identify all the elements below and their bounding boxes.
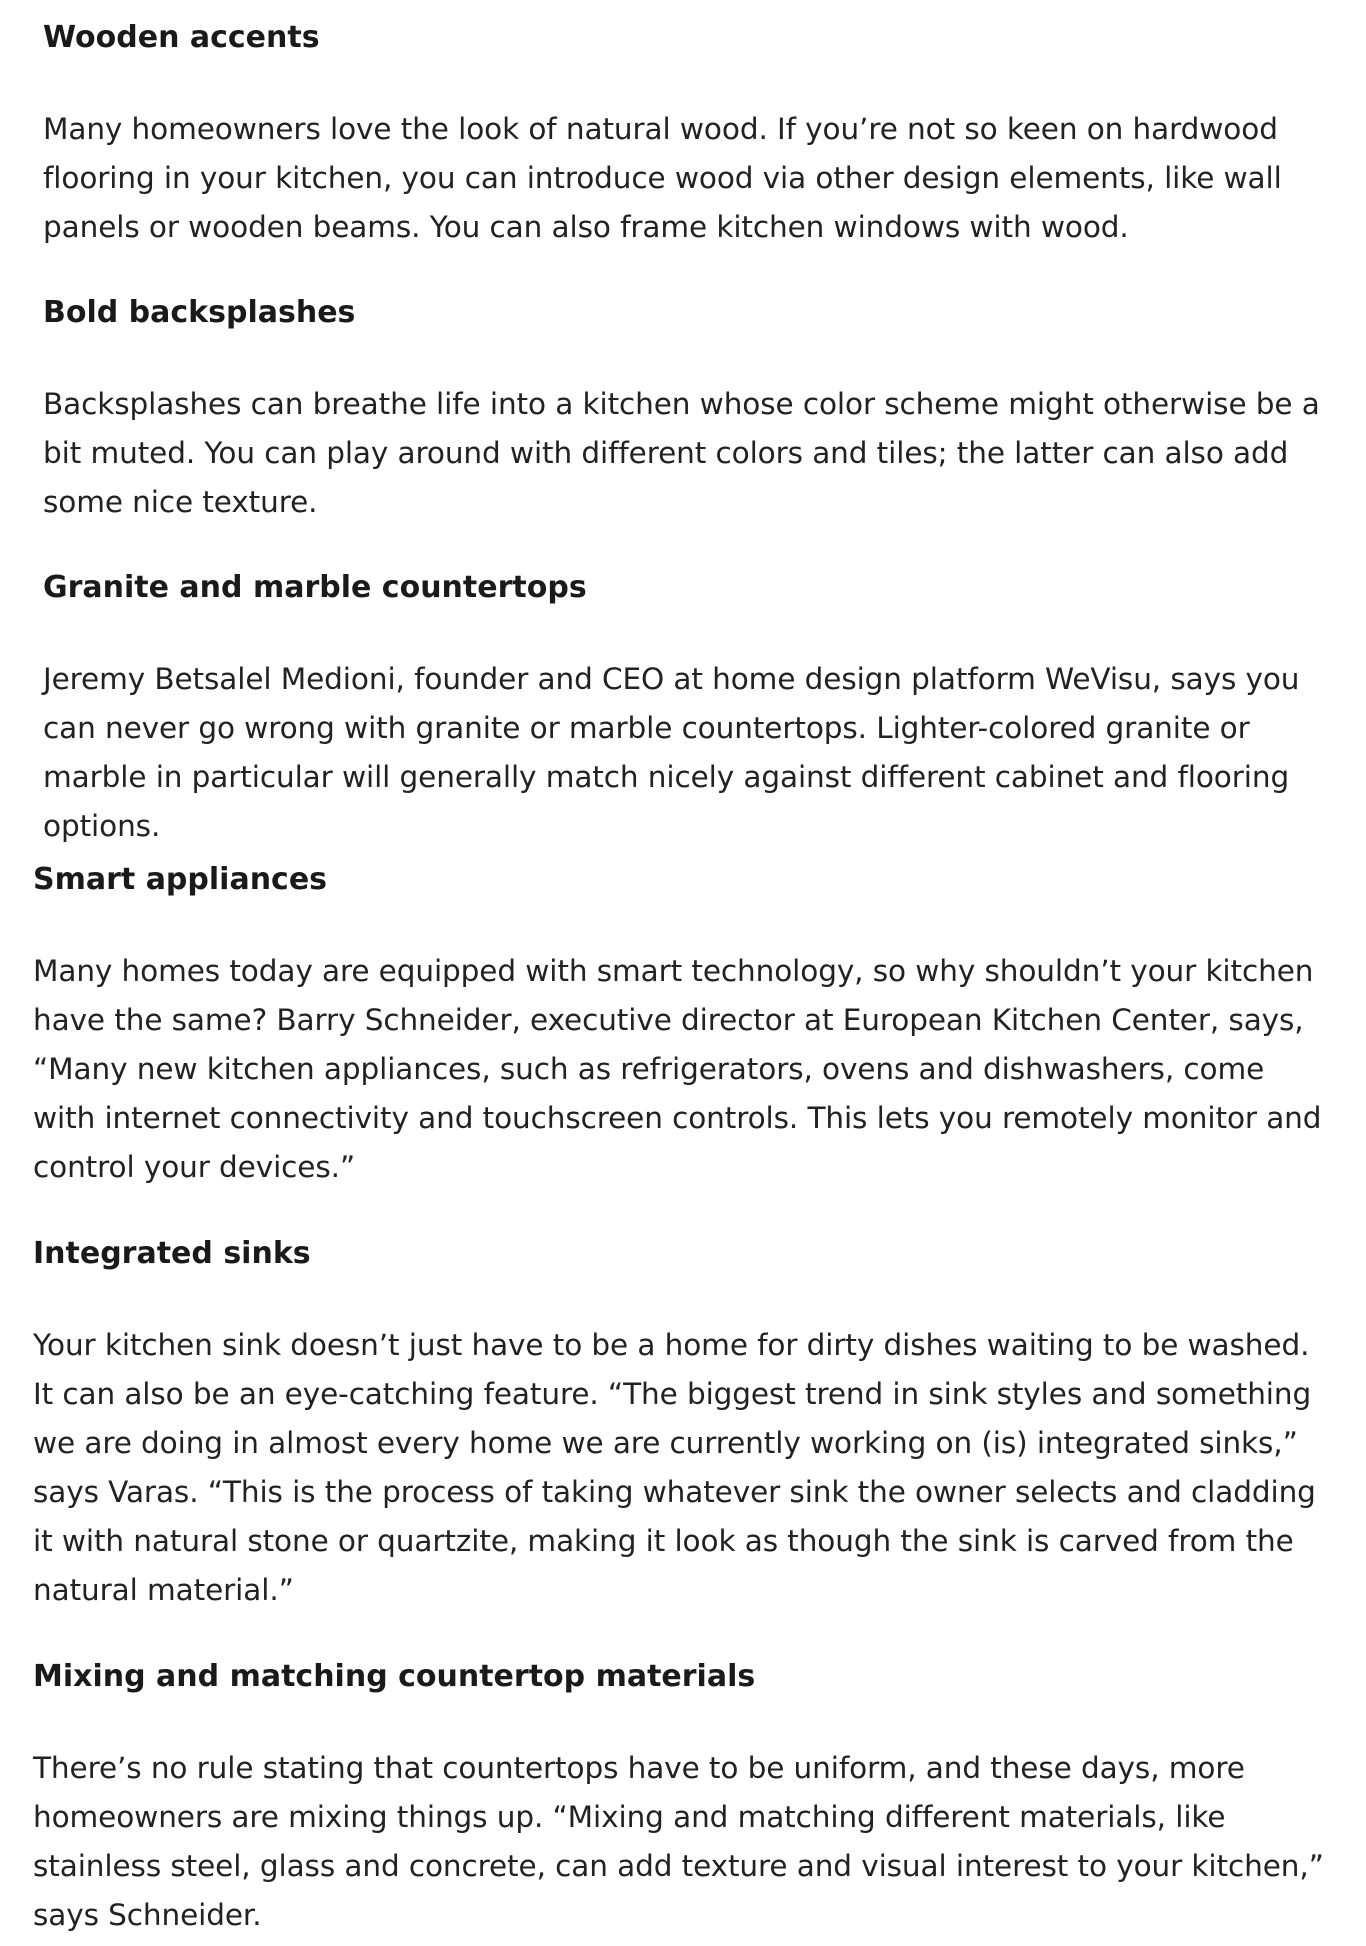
section-paragraph: Your kitchen sink doesn’t just have to be a home for dirty dishes waiting to be washed. It can also be an eye-catching feature. “The biggest trend in sink styles and something we are doing in almost every home we are currently working on (is) integrated sinks,” says Varas. “This is the process of taking whatever sink the owner selects and cladding it with natural stone or quartzite, making it look as though the sink is carved from the natural material.” bbox=[33, 1328, 1316, 1607]
section-heading: Granite and marble countertops bbox=[43, 570, 587, 605]
section-heading: Mixing and matching countertop materials bbox=[33, 1659, 756, 1694]
section-paragraph: Backsplashes can breathe life into a kitchen whose color scheme might otherwise be a bit muted. You can play around with different colors and tiles; the latter can also add some nice texture. bbox=[43, 387, 1320, 519]
section-heading: Wooden accents bbox=[43, 20, 320, 55]
section-granite-marble-countertops bbox=[43, 566, 1343, 851]
section-paragraph: Many homes today are equipped with smart technology, so why shouldn’t your kitchen have the same? Barry Schneider, executive director at European Kitchen Center, says, “Many new kitchen appliances, such as refrigerators, ovens and dishwashers, come with internet connectivity and touchscreen controls. This lets you remotely monitor and control your devices.” bbox=[33, 954, 1322, 1184]
section-bold-backsplashes bbox=[43, 291, 1343, 527]
section-paragraph: Jeremy Betsalel Medioni, founder and CEO at home design platform WeVisu, says you can never go wrong with granite or marble countertops. Lighter-colored granite or marble in particular will generally match nicely against different cabinet and flooring options. bbox=[43, 662, 1300, 843]
section-heading: Integrated sinks bbox=[33, 1236, 311, 1271]
section-paragraph: There’s no rule stating that countertops have to be uniform, and these days, more homeowners are mixing things up. “Mixing and matching different materials, like stainless steel, glass and concrete, can add texture and visual interest to your kitchen,” says Schneider. bbox=[33, 1751, 1324, 1932]
section-integrated-sinks bbox=[33, 1232, 1333, 1615]
section-wooden-accents bbox=[43, 16, 1343, 252]
section-mixing-countertop-materials bbox=[33, 1655, 1333, 1940]
section-heading: Bold backsplashes bbox=[43, 295, 356, 330]
section-smart-appliances bbox=[33, 858, 1333, 1192]
section-heading: Smart appliances bbox=[33, 862, 328, 897]
section-paragraph: Many homeowners love the look of natural wood. If you’re not so keen on hardwood flooring in your kitchen, you can introduce wood via other design elements, like wall panels or wooden beams. You can also frame kitchen windows with wood. bbox=[43, 112, 1282, 244]
